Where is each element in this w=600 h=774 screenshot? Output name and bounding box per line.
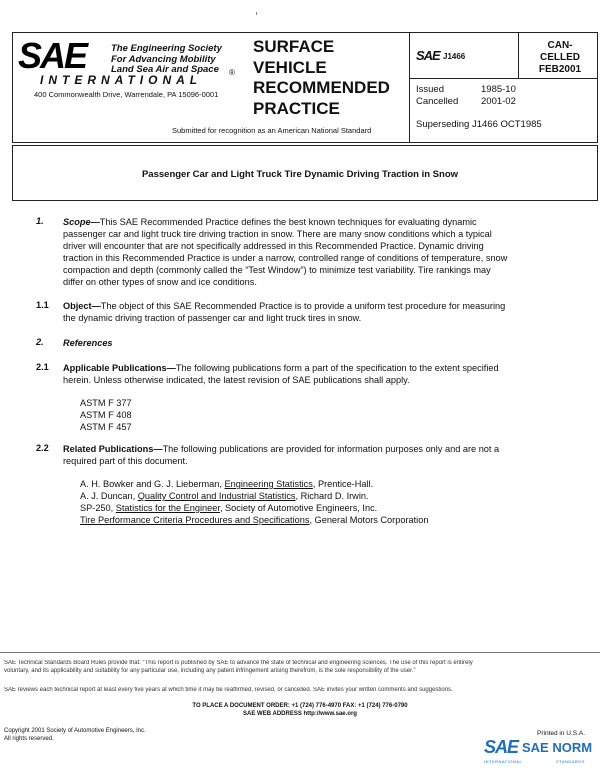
ref-title: Engineering Statistics [224,479,313,489]
doc-number: J1466 [443,52,466,61]
section-2-2-related [63,443,591,467]
ref-title: Statistics for the Engineer [115,503,220,513]
section-2-2-line: required part of this document. [63,456,188,466]
rules-line: SAE Technical Standards Board Rules provide that: “This report is published by SAE to advance the state of technical and engineering sciences. The use of this report is entirely [4,660,473,666]
section-1-line: differ on other types of snow and ice conditions. [63,277,257,287]
ref-title: Quality Control and Industrial Statistics [137,491,296,501]
superseding-note: Superseding J1466 OCT1985 [416,119,542,130]
sae-tagline [111,44,222,76]
status-line-3: FEB2001 [538,64,582,75]
ref-publisher: , Richard D. Irwin. [295,491,369,501]
doc-sae-logo: SAE [416,48,440,63]
registered-mark: ® [229,68,235,77]
status-line-1: CAN- [547,40,573,51]
international-wordmark: INTERNATIONAL [40,73,203,87]
section-1-1-line: the dynamic driving traction of passenger car and light truck tires in snow. [63,313,362,323]
doc-type-line-2: VEHICLE [253,57,327,77]
doc-type-line-1: SURFACE [253,37,335,56]
section-2-heading: References [63,338,113,348]
header-right-rule [597,32,598,142]
copyright [4,728,146,743]
list-item: ASTM F 457 [80,422,132,432]
sae-rules-notice [4,660,596,675]
footer-rule [0,652,600,653]
header-divider-1 [409,32,410,142]
section-2-1-applicable [63,362,591,386]
cancelled-value: 2001-02 [481,96,516,107]
list-item: ASTM F 408 [80,410,132,420]
status-badge [526,40,594,76]
ref-title: Tire Performance Criteria Procedures and Specifications [80,515,310,525]
ref-publisher: , Prentice-Hall. [312,479,374,489]
tagline-line-3: Land Sea Air and Space [111,64,219,75]
header-divider-2 [518,32,519,78]
related-publication-list [80,478,580,526]
section-2-number: 2. [36,337,44,347]
document-title: Passenger Car and Light Truck Tire Dynamic Driving Traction in Snow [141,169,459,180]
header-bottom-rule [12,142,598,143]
order-info: TO PLACE A DOCUMENT ORDER: +1 (724) 776-4970 FAX: +1 (724) 776-0790 [192,703,408,709]
watermark-logo: SAE [484,737,519,757]
sae-address: 400 Commonwealth Drive, Warrendale, PA 15096-0001 [34,90,219,99]
cancelled-label: Cancelled [416,96,459,107]
ref-author: A. H. Bowker and G. J. Lieberman, [80,479,225,489]
ref-publisher: , General Motors Corporation [309,515,429,525]
title-top-rule [12,145,598,146]
title-bottom-rule [12,200,598,201]
list-item [80,514,580,526]
section-1-1-object [63,300,591,324]
sae-logo: SAE [18,35,87,76]
section-2-1-line: The following publications form a part of the specification to the extent specified [175,363,499,373]
tagline-line-2: For Advancing Mobility [111,53,216,65]
section-1-1-number: 1.1 [36,300,49,310]
watermark-text: SAE NORM [522,740,593,755]
document-type [253,37,390,119]
sae-norm-watermark [484,737,594,767]
section-2-1-line: herein. Unless otherwise indicated, the latest revision of SAE publications shall apply. [63,375,410,385]
section-1-line: driver will encounter that are not specifically addressed in this Recommended Practice. Dynamic driving [63,241,484,251]
watermark-sub-2: STANDARDS [556,759,585,764]
ansi-submission-note: Submitted for recognition as an American National Standard [172,126,372,135]
header-top-rule [12,32,598,33]
astm-reference-list [80,397,132,433]
issued-label: Issued [416,84,444,95]
list-item [80,502,580,514]
doc-type-line-3: RECOMMENDED [253,78,390,97]
section-1-heading: Scope— [63,217,100,227]
section-1-1-line: The object of this SAE Recommended Practice is to provide a uniform test procedure for measuring [100,301,506,311]
section-2-2-number: 2.2 [36,443,49,453]
ref-publisher: , Society of Automotive Engineers, Inc. [219,503,378,513]
list-item [80,490,580,502]
printed-in: Printed in U.S.A. [537,730,586,737]
scan-mark [256,12,257,15]
copyright-line: All rights reserved. [4,735,54,742]
list-item [80,478,580,490]
section-1-line: passenger car and light truck tire driving traction in snow. There are many snow conditions which a typical [63,229,492,239]
section-1-1-heading: Object— [63,301,101,311]
status-line-2: CELLED [540,52,580,63]
section-2-1-number: 2.1 [36,362,49,372]
issued-value: 1985-10 [481,84,516,95]
copyright-line: Copyright 2001 Society of Automotive Engineers, Inc. [4,728,146,734]
doc-type-line-4: PRACTICE [253,98,340,118]
section-1-line: This SAE Recommended Practice defines the best known techniques for evaluating dynamic [99,217,477,227]
watermark-sub: INTERNATIONAL [484,759,523,764]
section-2-1-heading: Applicable Publications— [63,363,176,373]
section-1-line: compaction and depth (commonly called the “Test Window”) to minimize test variability. Tire rankings may [63,265,491,275]
rules-line: voluntary, and its applicability and suitability for any particular use, including any patent infringement arising therefrom, is the sole responsibility of the user.” [4,667,416,674]
section-1-scope [63,216,591,288]
header-jbox-rule [409,78,597,79]
section-1-line: traction in this Recommended Practice is under a narrow, controlled range of conditions of temperature, snow [63,253,508,263]
review-notice: SAE reviews each technical report at least every five years at which time it may be reaffirmed, revised, or cancelled. SAE invites your written comments and suggestions. [4,687,453,693]
section-1-number: 1. [36,216,44,226]
header-left-rule [12,32,13,142]
list-item: ASTM F 377 [80,398,132,408]
ref-author: SP-250, [80,503,116,513]
ref-author: A. J. Duncan, [80,491,138,501]
tagline-line-1: The Engineering Society [111,43,222,54]
section-2-2-heading: Related Publications— [63,444,163,454]
web-address: SAE WEB ADDRESS http://www.sae.org [243,711,357,717]
section-2-2-line: The following publications are provided for information purposes only and are not a [162,444,500,454]
